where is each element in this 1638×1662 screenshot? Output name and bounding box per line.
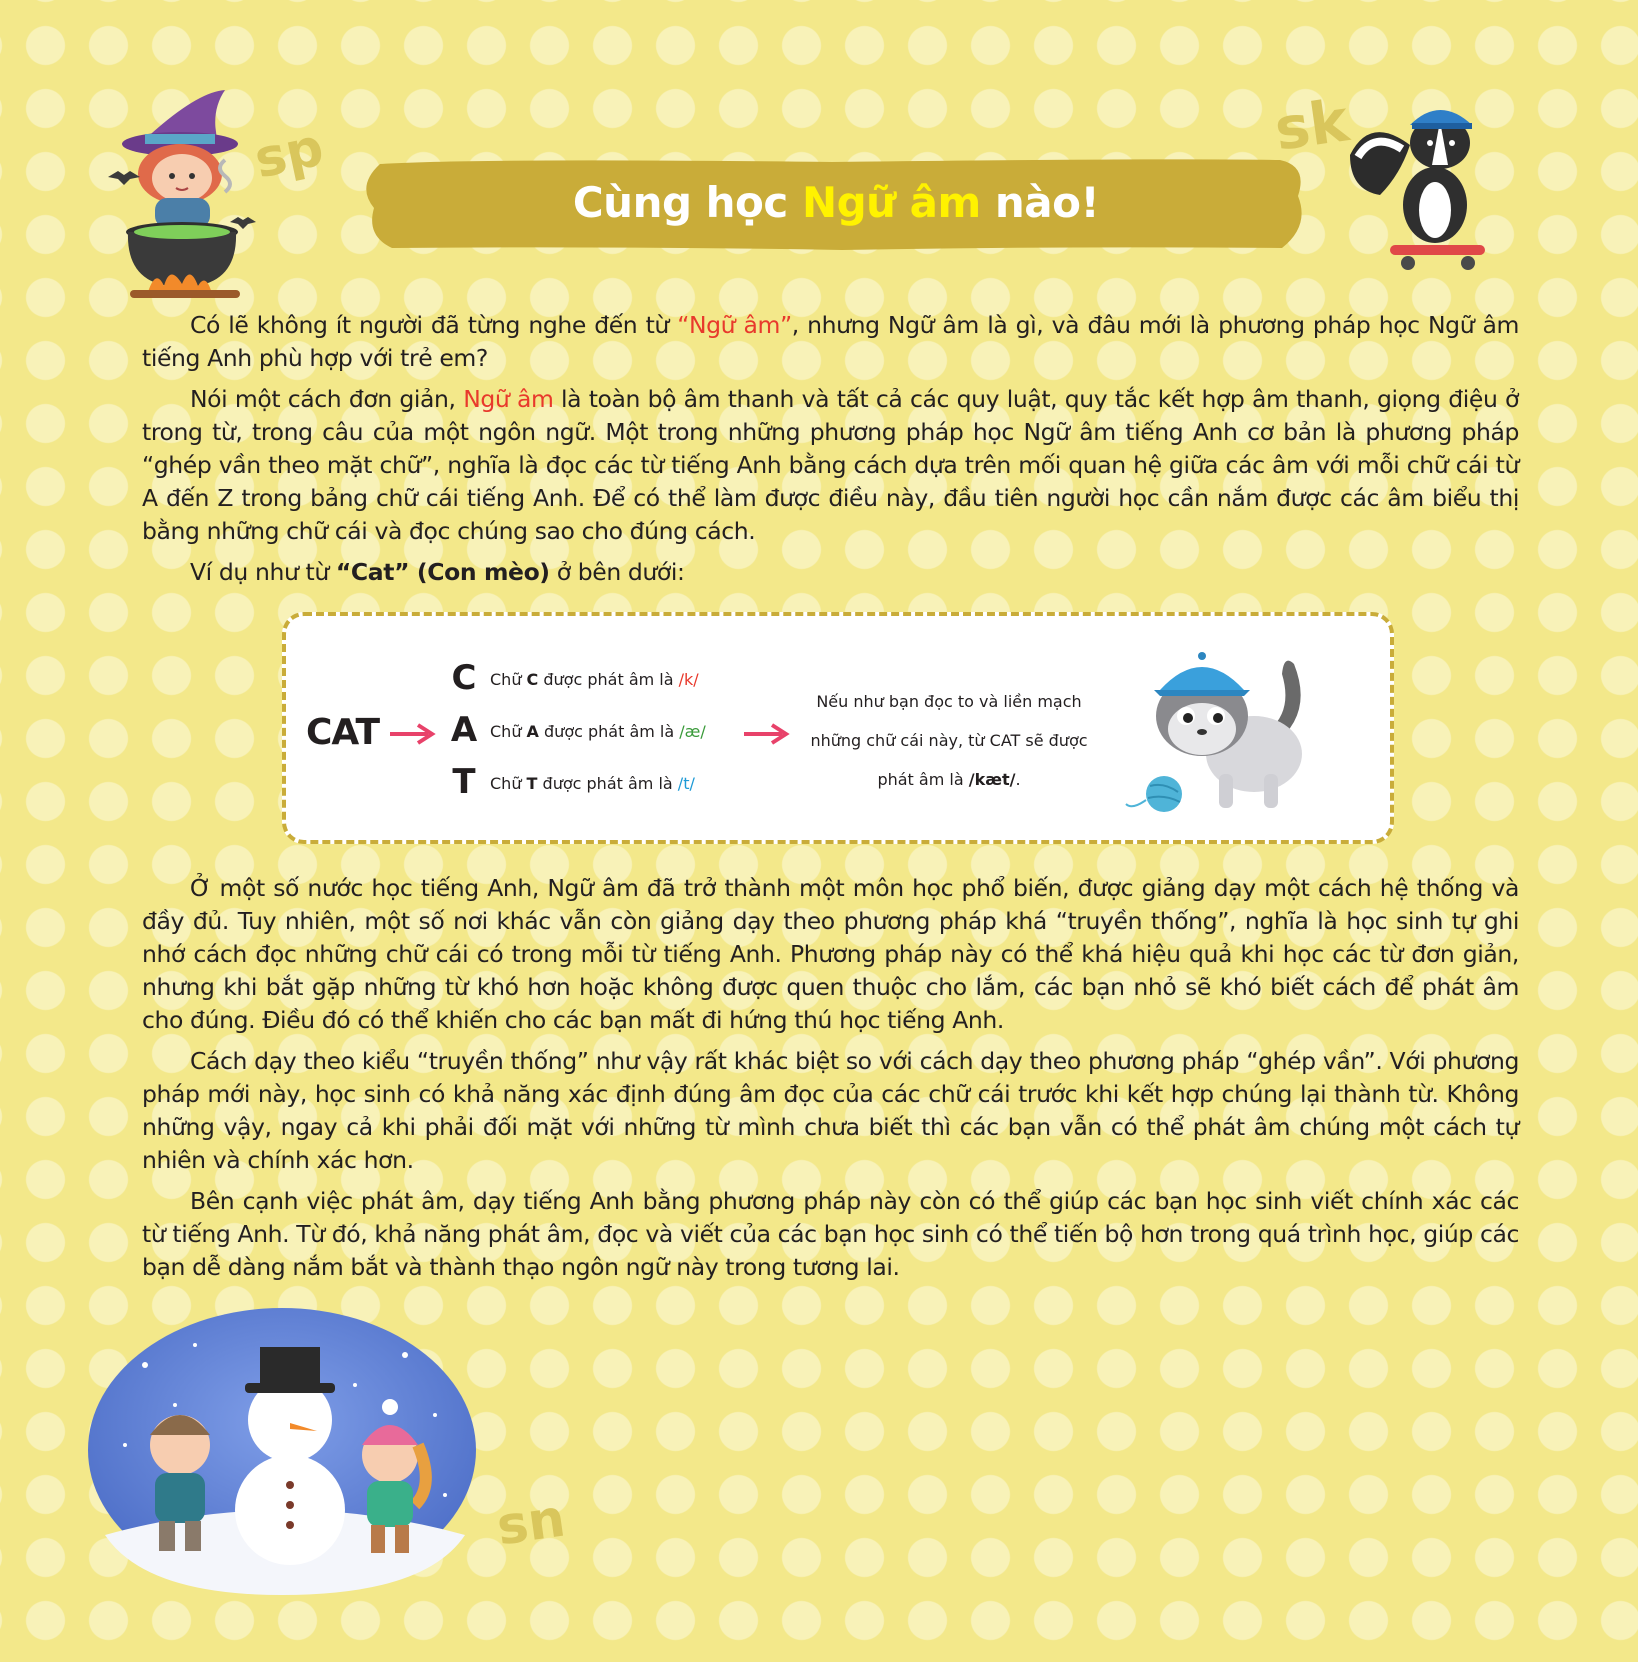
skunk-skateboard-illustration bbox=[1340, 95, 1520, 275]
main-text bbox=[142, 872, 1519, 1292]
title-after: nào! bbox=[980, 178, 1100, 227]
letter-t-prefix: Chữ bbox=[490, 774, 527, 793]
letter-c-mid: được phát âm là bbox=[538, 670, 679, 689]
example-note bbox=[804, 682, 1094, 799]
paragraph-2 bbox=[142, 383, 1519, 548]
paragraph-1 bbox=[142, 309, 1519, 375]
decorative-letters-sn: sn bbox=[493, 1488, 569, 1558]
letter-row-a bbox=[446, 710, 746, 754]
decorative-letters-sp: sp bbox=[249, 117, 329, 191]
note-line-1: Nếu như bạn đọc to và liền mạch bbox=[816, 692, 1082, 711]
letter-a-bold: A bbox=[526, 722, 539, 741]
phoneme-k: /k/ bbox=[678, 670, 699, 689]
example-word: CAT bbox=[306, 712, 380, 753]
note-line-2: những chữ cái này, từ CAT sẽ được bbox=[810, 731, 1088, 750]
paragraph-6: Bên cạnh việc phát âm, dạy tiếng Anh bằng phương pháp này còn có thể giúp các bạn học sinh viết chính xác các từ tiếng Anh. Từ đó, khả năng phát âm, đọc và viết của các bạn học sinh có thể tiến bộ hơn trong quá trình học, giúp các bạn dễ dàng nắm bắt và thành thạo ngôn ngữ này trong tương lai. bbox=[142, 1187, 1519, 1281]
letter-a-mid: được phát âm là bbox=[538, 722, 680, 741]
phoneme-t: /t/ bbox=[677, 774, 695, 793]
snowman-children-illustration bbox=[85, 1305, 480, 1595]
letter-a: A bbox=[450, 710, 478, 750]
arrow-right-icon bbox=[388, 722, 438, 746]
letter-row-c bbox=[446, 658, 746, 702]
letter-row-t bbox=[446, 762, 746, 806]
title-before: Cùng học bbox=[572, 178, 802, 227]
paragraph-1-text-b: , nhưng Ngữ âm là gì, và đâu mới là phương pháp học Ngữ âm tiếng Anh phù hợp với trẻ em? bbox=[142, 311, 1519, 372]
page-title bbox=[362, 178, 1310, 227]
letter-c: C bbox=[451, 658, 477, 698]
title-highlight: Ngữ âm bbox=[801, 178, 981, 227]
paragraph-1-text-a: Có lẽ không ít người đã từng nghe đến từ bbox=[190, 311, 678, 339]
intro-text bbox=[142, 309, 1519, 597]
cat-with-cap-illustration bbox=[1124, 634, 1324, 824]
letter-c-bold: C bbox=[526, 670, 539, 689]
paragraph-2-text-a: Nói một cách đơn giản, bbox=[190, 385, 464, 413]
paragraph-3-text-a: Ví dụ như từ bbox=[190, 558, 336, 586]
letter-a-prefix: Chữ bbox=[490, 722, 527, 741]
decorative-letters-sk: sk bbox=[1270, 86, 1353, 164]
letter-t-mid: được phát âm là bbox=[537, 774, 678, 793]
letter-t-bold: T bbox=[526, 774, 538, 793]
letter-c-prefix: Chữ bbox=[490, 670, 527, 689]
note-phonetic: /kæt/ bbox=[968, 770, 1016, 789]
letter-a-description bbox=[490, 722, 706, 741]
witch-cauldron-illustration bbox=[100, 82, 280, 307]
paragraph-3 bbox=[142, 556, 1519, 589]
note-line-3-text: phát âm là bbox=[877, 770, 969, 789]
paragraph-5: Cách dạy theo kiểu “truyền thống” như vậy rất khác biệt so với cách dạy theo phương pháp “ghép vần”. Với phương pháp mới này, học sinh có khả năng xác định đúng âm đọc của các chữ cái trước khi kết hợp chúng lại thành từ. Không những vậy, ngay cả khi phải đối mặt với những từ mình chưa biết thì các bạn vẫn có thể phát âm chúng một cách tự nhiên và chính xác hơn. bbox=[142, 1047, 1519, 1174]
letter-t: T bbox=[452, 762, 476, 802]
paragraph-1-highlight: “Ngữ âm” bbox=[677, 311, 792, 339]
paragraph-2-highlight: Ngữ âm bbox=[463, 385, 554, 413]
note-line-3-end: . bbox=[1015, 770, 1021, 789]
title-banner bbox=[362, 156, 1310, 256]
paragraph-4: Ở một số nước học tiếng Anh, Ngữ âm đã trở thành một môn học phổ biến, được giảng dạy một cách hệ thống và đầy đủ. Tuy nhiên, một số nơi khác vẫn còn giảng dạy theo phương pháp khá “truyền thống”, nghĩa là học sinh tự ghi nhớ cách đọc những chữ cái có trong mỗi từ tiếng Anh. Phương pháp này có thể khá hiệu quả khi học các từ đơn giản, nhưng khi bắt gặp những từ khó hơn hoặc không được quen thuộc cho lắm, các bạn nhỏ sẽ khó biết cách để phát âm cho đúng. Điều đó có thể khiến cho các bạn mất đi hứng thú học tiếng Anh. bbox=[142, 874, 1519, 1034]
note-line-3 bbox=[804, 760, 1094, 799]
letter-t-description bbox=[490, 774, 695, 793]
arrow-right-icon bbox=[742, 722, 792, 746]
phoneme-ae: /æ/ bbox=[679, 722, 706, 741]
paragraph-3-text-b: ở bên dưới: bbox=[549, 558, 685, 586]
paragraph-3-bold: “Cat” (Con mèo) bbox=[335, 558, 550, 586]
cat-example-card bbox=[282, 612, 1394, 844]
paragraph-2-text-b: là toàn bộ âm thanh và tất cả các quy luật, quy tắc kết hợp âm thanh, giọng điệu ở trong từ, trong câu của một ngôn ngữ. Một trong những phương pháp học Ngữ âm tiếng Anh cơ bản là phương pháp “ghép vần theo mặt chữ”, nghĩa là đọc các từ tiếng Anh bằng cách dựa trên mối quan hệ giữa các âm với mỗi chữ cái từ A đến Z trong bảng chữ cái tiếng Anh. Để có thể làm được điều này, đầu tiên người học cần nắm được các âm biểu thị bằng những chữ cái và đọc chúng sao cho đúng cách. bbox=[142, 385, 1519, 545]
letter-c-description bbox=[490, 670, 699, 689]
